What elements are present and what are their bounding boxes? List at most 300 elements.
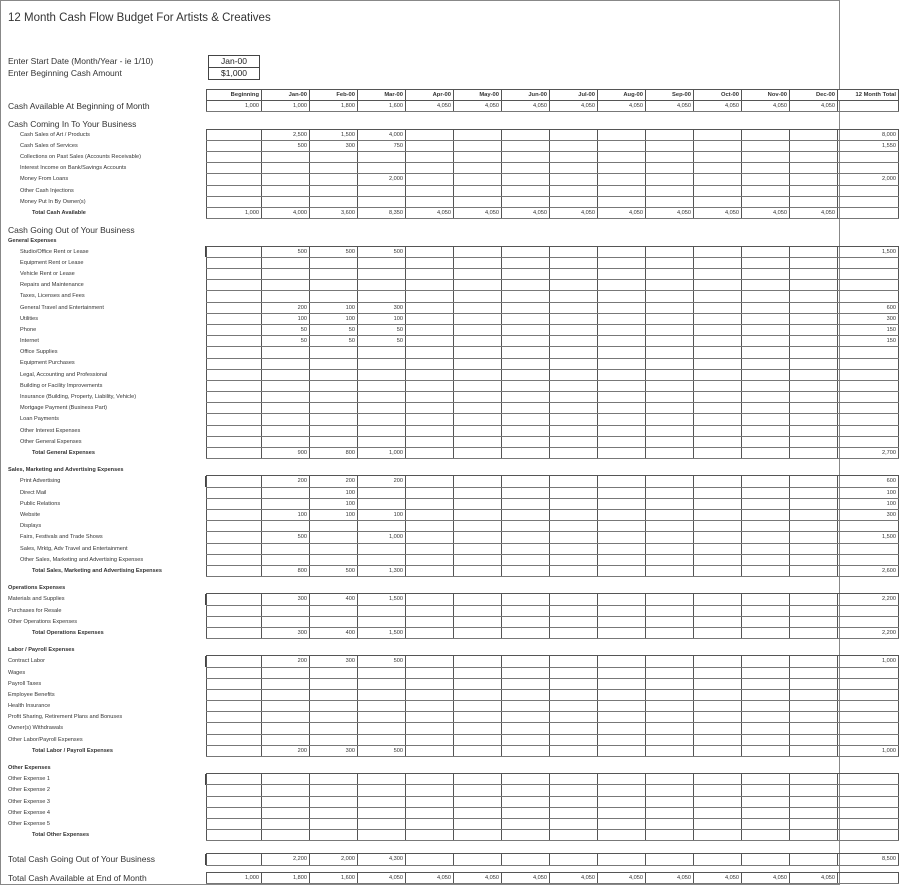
table-cell[interactable] [207,425,262,436]
table-cell[interactable] [262,380,310,391]
table-cell[interactable] [790,291,838,302]
table-cell[interactable] [502,723,550,734]
table-cell[interactable] [790,403,838,414]
table-cell[interactable] [358,785,406,796]
table-cell[interactable]: 300 [838,313,899,324]
table-cell[interactable] [454,369,502,380]
table-cell[interactable] [646,152,694,163]
table-cell[interactable] [310,163,358,174]
table-cell[interactable] [454,174,502,185]
table-cell[interactable] [598,818,646,829]
table-cell[interactable]: 1,500 [358,594,406,605]
table-cell[interactable] [598,627,646,638]
table-cell[interactable] [790,785,838,796]
table-cell[interactable] [550,565,598,576]
table-cell[interactable] [207,403,262,414]
table-cell[interactable] [262,414,310,425]
table-cell[interactable] [550,656,598,667]
table-cell[interactable] [646,392,694,403]
table-cell[interactable] [694,807,742,818]
table-cell[interactable] [790,605,838,616]
table-cell[interactable] [550,723,598,734]
table-cell[interactable] [790,701,838,712]
table-cell[interactable] [694,476,742,487]
table-cell[interactable] [694,656,742,667]
table-cell[interactable] [742,268,790,279]
table-cell[interactable] [358,701,406,712]
table-cell[interactable] [406,369,454,380]
table-cell[interactable] [502,476,550,487]
table-cell[interactable] [502,414,550,425]
table-cell[interactable] [838,196,899,207]
table-cell[interactable] [310,196,358,207]
table-cell[interactable] [207,818,262,829]
table-cell[interactable] [790,268,838,279]
table-cell[interactable] [310,380,358,391]
table-cell[interactable] [310,678,358,689]
table-cell[interactable] [310,369,358,380]
table-cell[interactable] [598,185,646,196]
table-cell[interactable] [454,246,502,257]
table-cell[interactable] [454,734,502,745]
table-cell[interactable] [550,734,598,745]
table-cell[interactable] [646,425,694,436]
table-cell[interactable] [550,701,598,712]
table-cell[interactable] [310,807,358,818]
table-cell[interactable]: 1,500 [838,532,899,543]
table-cell[interactable] [262,257,310,268]
table-cell[interactable] [358,369,406,380]
table-cell[interactable] [598,358,646,369]
table-cell[interactable] [262,185,310,196]
table-cell[interactable] [742,605,790,616]
table-cell[interactable] [598,392,646,403]
table-cell[interactable] [406,532,454,543]
table-cell[interactable] [454,487,502,498]
table-cell[interactable] [550,140,598,151]
table-cell[interactable] [310,723,358,734]
table-cell[interactable] [207,510,262,521]
table-cell[interactable] [406,785,454,796]
table-cell[interactable] [550,347,598,358]
start-date-field[interactable]: Jan-00 [208,55,260,68]
table-cell[interactable] [550,129,598,140]
table-cell[interactable] [550,678,598,689]
table-cell[interactable]: 4,050 [358,872,406,883]
table-cell[interactable] [406,689,454,700]
table-cell[interactable] [550,324,598,335]
table-cell[interactable]: 1,000 [358,532,406,543]
table-cell[interactable] [790,448,838,459]
table-cell[interactable] [454,324,502,335]
table-cell[interactable] [358,796,406,807]
table-cell[interactable] [790,152,838,163]
table-cell[interactable]: 300 [262,627,310,638]
table-cell[interactable] [550,291,598,302]
table-cell[interactable] [838,380,899,391]
table-cell[interactable] [790,280,838,291]
table-cell[interactable] [550,521,598,532]
table-cell[interactable] [694,543,742,554]
table-cell[interactable] [646,678,694,689]
table-cell[interactable] [646,163,694,174]
table-cell[interactable] [406,436,454,447]
table-cell[interactable] [358,268,406,279]
table-cell[interactable] [454,140,502,151]
table-cell[interactable] [550,796,598,807]
table-cell[interactable] [207,532,262,543]
table-cell[interactable] [550,532,598,543]
table-cell[interactable] [454,302,502,313]
table-cell[interactable] [262,425,310,436]
table-cell[interactable] [550,627,598,638]
table-cell[interactable] [550,185,598,196]
table-cell[interactable] [550,487,598,498]
table-cell[interactable] [694,268,742,279]
table-cell[interactable]: 200 [262,745,310,756]
table-cell[interactable] [406,745,454,756]
table-cell[interactable] [406,403,454,414]
table-cell[interactable] [694,313,742,324]
table-cell[interactable] [207,163,262,174]
table-cell[interactable] [406,521,454,532]
table-cell[interactable] [406,268,454,279]
table-cell[interactable]: 4,050 [598,872,646,883]
table-cell[interactable] [207,448,262,459]
table-cell[interactable] [646,196,694,207]
table-cell[interactable]: 300 [262,594,310,605]
table-cell[interactable] [646,830,694,841]
table-cell[interactable] [742,280,790,291]
table-cell[interactable] [502,313,550,324]
table-cell[interactable]: 4,050 [694,207,742,218]
table-cell[interactable] [790,854,838,865]
table-cell[interactable]: 4,000 [262,207,310,218]
table-cell[interactable] [550,369,598,380]
table-cell[interactable] [207,854,262,865]
table-cell[interactable] [454,510,502,521]
table-cell[interactable] [598,745,646,756]
table-cell[interactable] [838,414,899,425]
table-cell[interactable] [310,701,358,712]
table-cell[interactable] [790,830,838,841]
table-cell[interactable] [742,554,790,565]
table-cell[interactable] [694,745,742,756]
table-cell[interactable] [550,392,598,403]
table-cell[interactable] [454,313,502,324]
table-cell[interactable] [358,185,406,196]
table-cell[interactable]: 4,050 [694,872,742,883]
table-cell[interactable]: 4,050 [406,872,454,883]
table-cell[interactable]: 4,050 [598,101,646,112]
table-cell[interactable] [310,280,358,291]
table-cell[interactable]: 500 [358,745,406,756]
table-cell[interactable]: 2,600 [838,565,899,576]
table-cell[interactable]: 4,050 [406,101,454,112]
table-cell[interactable] [742,521,790,532]
table-cell[interactable] [742,336,790,347]
table-cell[interactable] [646,807,694,818]
table-cell[interactable] [790,196,838,207]
table-cell[interactable] [598,532,646,543]
table-cell[interactable] [598,268,646,279]
table-cell[interactable] [790,163,838,174]
table-cell[interactable] [598,487,646,498]
table-cell[interactable] [694,152,742,163]
table-cell[interactable] [742,785,790,796]
table-cell[interactable] [502,196,550,207]
table-cell[interactable] [550,380,598,391]
table-cell[interactable] [406,129,454,140]
table-cell[interactable] [646,358,694,369]
table-cell[interactable]: 1,000 [838,745,899,756]
table-cell[interactable]: 4,050 [790,207,838,218]
table-cell[interactable] [310,616,358,627]
table-cell[interactable]: 100 [838,498,899,509]
table-cell[interactable] [598,774,646,785]
table-cell[interactable] [694,510,742,521]
table-cell[interactable] [207,257,262,268]
table-cell[interactable] [358,605,406,616]
table-cell[interactable] [310,152,358,163]
table-cell[interactable] [694,448,742,459]
table-cell[interactable] [207,436,262,447]
table-cell[interactable] [742,380,790,391]
table-cell[interactable]: 2,200 [262,854,310,865]
table-cell[interactable] [207,380,262,391]
table-cell[interactable] [207,605,262,616]
table-cell[interactable] [207,358,262,369]
table-cell[interactable] [262,521,310,532]
table-cell[interactable] [646,174,694,185]
table-cell[interactable]: 4,050 [406,207,454,218]
table-cell[interactable] [790,487,838,498]
table-cell[interactable] [742,774,790,785]
table-cell[interactable] [454,336,502,347]
table-cell[interactable] [406,185,454,196]
table-cell[interactable] [598,667,646,678]
table-cell[interactable] [207,476,262,487]
table-cell[interactable] [406,152,454,163]
table-cell[interactable] [207,268,262,279]
table-cell[interactable] [694,291,742,302]
table-cell[interactable] [694,796,742,807]
table-cell[interactable] [838,521,899,532]
table-cell[interactable] [207,627,262,638]
table-cell[interactable] [262,403,310,414]
table-cell[interactable] [502,785,550,796]
table-cell[interactable] [742,830,790,841]
table-cell[interactable] [310,185,358,196]
table-cell[interactable] [502,163,550,174]
table-cell[interactable] [406,616,454,627]
table-cell[interactable] [790,712,838,723]
table-cell[interactable] [454,818,502,829]
table-cell[interactable] [454,554,502,565]
table-cell[interactable] [502,543,550,554]
table-cell[interactable] [646,403,694,414]
table-cell[interactable] [207,807,262,818]
table-cell[interactable] [207,369,262,380]
table-cell[interactable] [454,347,502,358]
table-cell[interactable] [406,425,454,436]
table-cell[interactable] [358,163,406,174]
table-cell[interactable] [838,554,899,565]
table-cell[interactable] [694,436,742,447]
table-cell[interactable] [550,476,598,487]
table-cell[interactable] [358,392,406,403]
table-cell[interactable] [358,807,406,818]
table-cell[interactable] [262,774,310,785]
table-cell[interactable] [502,854,550,865]
table-cell[interactable] [838,291,899,302]
table-cell[interactable]: 4,050 [646,101,694,112]
table-cell[interactable]: 4,050 [550,207,598,218]
table-cell[interactable] [550,554,598,565]
table-cell[interactable] [358,616,406,627]
table-cell[interactable] [742,627,790,638]
table-cell[interactable] [598,701,646,712]
table-cell[interactable] [694,163,742,174]
table-cell[interactable]: 50 [262,324,310,335]
table-cell[interactable] [454,807,502,818]
table-cell[interactable]: 200 [262,656,310,667]
table-cell[interactable] [502,324,550,335]
table-cell[interactable]: 300 [358,302,406,313]
table-cell[interactable] [742,185,790,196]
table-cell[interactable] [598,565,646,576]
table-cell[interactable] [502,510,550,521]
table-cell[interactable] [310,358,358,369]
table-cell[interactable] [502,246,550,257]
table-cell[interactable] [694,818,742,829]
table-cell[interactable]: 100 [838,487,899,498]
table-cell[interactable] [502,487,550,498]
table-cell[interactable] [358,403,406,414]
table-cell[interactable] [646,498,694,509]
table-cell[interactable] [310,712,358,723]
table-cell[interactable] [358,554,406,565]
table-cell[interactable]: 4,050 [550,872,598,883]
table-cell[interactable]: 50 [310,324,358,335]
table-cell[interactable]: 1,500 [838,246,899,257]
table-cell[interactable] [207,414,262,425]
table-cell[interactable]: 50 [358,324,406,335]
table-cell[interactable] [406,280,454,291]
table-cell[interactable] [406,140,454,151]
table-cell[interactable] [838,830,899,841]
table-cell[interactable] [454,152,502,163]
table-cell[interactable] [262,369,310,380]
table-cell[interactable] [358,152,406,163]
table-cell[interactable]: 3,600 [310,207,358,218]
table-cell[interactable] [406,807,454,818]
table-cell[interactable] [262,280,310,291]
table-cell[interactable]: 4,000 [358,129,406,140]
table-cell[interactable] [742,163,790,174]
table-cell[interactable] [646,723,694,734]
table-cell[interactable] [694,521,742,532]
table-cell[interactable] [694,701,742,712]
table-cell[interactable]: 300 [310,656,358,667]
table-cell[interactable] [358,358,406,369]
table-cell[interactable] [838,807,899,818]
table-cell[interactable] [790,369,838,380]
table-cell[interactable] [502,425,550,436]
table-cell[interactable] [262,543,310,554]
table-cell[interactable]: 1,550 [838,140,899,151]
table-cell[interactable] [838,257,899,268]
table-cell[interactable]: 500 [310,565,358,576]
table-cell[interactable] [742,734,790,745]
table-cell[interactable] [646,347,694,358]
table-cell[interactable] [310,774,358,785]
table-cell[interactable] [550,425,598,436]
table-cell[interactable]: 100 [358,510,406,521]
table-cell[interactable] [207,565,262,576]
table-cell[interactable] [262,152,310,163]
table-cell[interactable] [207,521,262,532]
table-cell[interactable] [598,163,646,174]
table-cell[interactable]: 4,050 [742,101,790,112]
table-cell[interactable] [598,448,646,459]
table-cell[interactable] [454,667,502,678]
table-cell[interactable] [694,712,742,723]
table-cell[interactable]: 1,500 [358,627,406,638]
table-cell[interactable] [838,785,899,796]
table-cell[interactable] [790,656,838,667]
table-cell[interactable] [550,830,598,841]
table-cell[interactable] [646,291,694,302]
table-cell[interactable] [598,854,646,865]
table-cell[interactable] [694,678,742,689]
table-cell[interactable] [406,554,454,565]
table-cell[interactable]: 2,700 [838,448,899,459]
table-cell[interactable] [358,347,406,358]
table-cell[interactable] [406,163,454,174]
table-cell[interactable]: 150 [838,336,899,347]
table-cell[interactable] [454,616,502,627]
table-cell[interactable] [502,369,550,380]
table-cell[interactable] [310,414,358,425]
table-cell[interactable] [742,196,790,207]
table-cell[interactable] [646,510,694,521]
table-cell[interactable] [598,807,646,818]
table-cell[interactable] [598,723,646,734]
table-cell[interactable] [454,543,502,554]
table-cell[interactable]: 2,200 [838,594,899,605]
table-cell[interactable] [598,656,646,667]
table-cell[interactable] [406,701,454,712]
table-cell[interactable] [838,436,899,447]
table-cell[interactable] [310,605,358,616]
table-cell[interactable] [790,324,838,335]
table-cell[interactable] [406,324,454,335]
table-cell[interactable] [454,163,502,174]
table-cell[interactable] [838,185,899,196]
table-cell[interactable] [406,543,454,554]
table-cell[interactable] [406,291,454,302]
table-cell[interactable]: 1,000 [838,656,899,667]
table-cell[interactable] [646,436,694,447]
table-cell[interactable] [502,532,550,543]
table-cell[interactable] [550,807,598,818]
table-cell[interactable] [646,369,694,380]
table-cell[interactable] [838,818,899,829]
table-cell[interactable] [694,185,742,196]
table-cell[interactable] [454,796,502,807]
table-cell[interactable] [502,667,550,678]
